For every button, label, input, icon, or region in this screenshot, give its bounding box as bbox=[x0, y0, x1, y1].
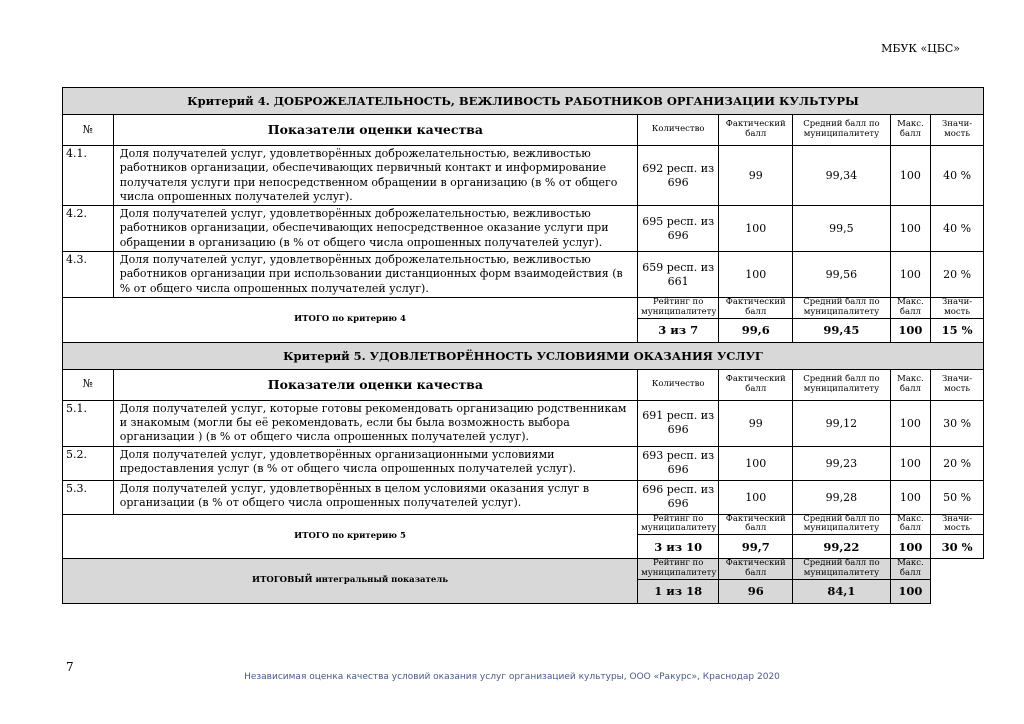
integral-indicator-label: ИТОГОВЫЙ интегральный показатель bbox=[63, 559, 638, 604]
actual-header: Фактический балл bbox=[719, 514, 793, 535]
integral-actual: 96 bbox=[719, 579, 793, 603]
table-row bbox=[63, 446, 984, 480]
indicator-text: Доля получателей услуг, удовлетворённых доброжелательностью, вежливостью работников организации при использовании дистанционных форм взаимодействия (в % от общего числа опрошенных получателей услуг). bbox=[113, 252, 637, 298]
row-number: 4.3. bbox=[63, 252, 114, 298]
average-score: 99,28 bbox=[793, 480, 890, 514]
respondent-count: 691 респ. из 696 bbox=[638, 400, 719, 446]
col-avg-header: Средний балл по муниципалитету bbox=[793, 369, 890, 400]
empty-cell bbox=[931, 559, 984, 580]
row-number: 5.3. bbox=[63, 480, 114, 514]
criterion-5-title: Критерий 5. УДОВЛЕТВОРЁННОСТЬ УСЛОВИЯМИ ОКАЗАНИЯ УСЛУГ bbox=[63, 342, 984, 369]
max-score: 100 bbox=[890, 146, 931, 206]
respondent-count: 696 респ. из 696 bbox=[638, 480, 719, 514]
indicator-text: Доля получателей услуг, удовлетворённых организационными условиями предоставления услуг (в % от общего числа опрошенных получателей услуг). bbox=[113, 446, 637, 480]
actual-header: Фактический балл bbox=[719, 298, 793, 319]
col-max-header: Макс. балл bbox=[890, 115, 931, 146]
max-score: 100 bbox=[890, 206, 931, 252]
table-row bbox=[63, 400, 984, 446]
max-score: 100 bbox=[890, 446, 931, 480]
actual-score: 100 bbox=[719, 446, 793, 480]
weight-header: Значи-мость bbox=[931, 514, 984, 535]
criterion-5-max: 100 bbox=[890, 535, 931, 559]
col-weight-header: Значи-мость bbox=[931, 369, 984, 400]
max-header: Макс. балл bbox=[890, 559, 931, 580]
weight-header: Значи-мость bbox=[931, 298, 984, 319]
criterion-4-actual: 99,6 bbox=[719, 318, 793, 342]
weight: 40 % bbox=[931, 146, 984, 206]
criterion-4-rating: 3 из 7 bbox=[638, 318, 719, 342]
criterion-4-average: 99,45 bbox=[793, 318, 890, 342]
indicator-text: Доля получателей услуг, удовлетворённых доброжелательностью, вежливостью работников организации, обеспечивающих первичный контакт и информирование получателя услуги при непосредственном обращении в организацию (в % от общего числа опрошенных получателей услуг). bbox=[113, 146, 637, 206]
row-number: 5.2. bbox=[63, 446, 114, 480]
empty-cell bbox=[931, 579, 984, 603]
weight: 20 % bbox=[931, 252, 984, 298]
average-score: 99,12 bbox=[793, 400, 890, 446]
table-row bbox=[63, 206, 984, 252]
actual-score: 100 bbox=[719, 480, 793, 514]
max-score: 100 bbox=[890, 480, 931, 514]
actual-score: 100 bbox=[719, 252, 793, 298]
row-number: 4.2. bbox=[63, 206, 114, 252]
col-num-header: № bbox=[63, 115, 114, 146]
footer-text: Независимая оценка качества условий оказания услуг организацией культуры, ООО «Ракурс», Краснодар 2020 bbox=[244, 672, 780, 682]
criterion-5-average: 99,22 bbox=[793, 535, 890, 559]
actual-score: 100 bbox=[719, 206, 793, 252]
avg-header: Средний балл по муниципалитету bbox=[793, 298, 890, 319]
max-header: Макс. балл bbox=[890, 298, 931, 319]
weight: 50 % bbox=[931, 480, 984, 514]
respondent-count: 695 респ. из 696 bbox=[638, 206, 719, 252]
col-count-header: Количество bbox=[638, 115, 719, 146]
col-actual-header: Фактический балл bbox=[719, 369, 793, 400]
criterion-5-rating: 3 из 10 bbox=[638, 535, 719, 559]
col-weight-header: Значи-мость bbox=[931, 115, 984, 146]
average-score: 99,23 bbox=[793, 446, 890, 480]
average-score: 99,5 bbox=[793, 206, 890, 252]
col-count-header: Количество bbox=[638, 369, 719, 400]
col-indicators-header: Показатели оценки качества bbox=[113, 369, 637, 400]
integral-average: 84,1 bbox=[793, 579, 890, 603]
page-number: 7 bbox=[66, 660, 74, 674]
indicator-text: Доля получателей услуг, которые готовы рекомендовать организацию родственникам и знакомым (могли бы её рекомендовать, если бы была возможность выбора организации ) (в % от общего числа опрошенных получателей услуг). bbox=[113, 400, 637, 446]
average-score: 99,56 bbox=[793, 252, 890, 298]
criterion-4-max: 100 bbox=[890, 318, 931, 342]
integral-rating: 1 из 18 bbox=[638, 579, 719, 603]
max-score: 100 bbox=[890, 252, 931, 298]
col-max-header: Макс. балл bbox=[890, 369, 931, 400]
max-score: 100 bbox=[890, 400, 931, 446]
rating-header: Рейтинг по муниципалитету bbox=[638, 298, 719, 319]
organization-name: МБУК «ЦБС» bbox=[881, 42, 960, 55]
weight: 40 % bbox=[931, 206, 984, 252]
max-header: Макс. балл bbox=[890, 514, 931, 535]
criterion-4-weight: 15 % bbox=[931, 318, 984, 342]
criterion-5-actual: 99,7 bbox=[719, 535, 793, 559]
actual-score: 99 bbox=[719, 400, 793, 446]
row-number: 4.1. bbox=[63, 146, 114, 206]
indicator-text: Доля получателей услуг, удовлетворённых в целом условиями оказания услуг в организации (в % от общего числа опрошенных получателей услуг). bbox=[113, 480, 637, 514]
rating-header: Рейтинг по муниципалитету bbox=[638, 559, 719, 580]
col-indicators-header: Показатели оценки качества bbox=[113, 115, 637, 146]
criterion-5-weight: 30 % bbox=[931, 535, 984, 559]
avg-header: Средний балл по муниципалитету bbox=[793, 559, 890, 580]
indicator-text: Доля получателей услуг, удовлетворённых доброжелательностью, вежливостью работников организации, обеспечивающих непосредственное оказание услуги при обращении в организацию (в % от общего числа опрошенных получателей услуг). bbox=[113, 206, 637, 252]
integral-max: 100 bbox=[890, 579, 931, 603]
criterion-5-total-label: ИТОГО по критерию 5 bbox=[63, 514, 638, 559]
criterion-4-total-label: ИТОГО по критерию 4 bbox=[63, 298, 638, 343]
col-actual-header: Фактический балл bbox=[719, 115, 793, 146]
average-score: 99,34 bbox=[793, 146, 890, 206]
respondent-count: 692 респ. из 696 bbox=[638, 146, 719, 206]
table-row bbox=[63, 252, 984, 298]
table-row bbox=[63, 480, 984, 514]
respondent-count: 693 респ. из 696 bbox=[638, 446, 719, 480]
col-avg-header: Средний балл по муниципалитету bbox=[793, 115, 890, 146]
respondent-count: 659 респ. из 661 bbox=[638, 252, 719, 298]
weight: 20 % bbox=[931, 446, 984, 480]
criterion-4-title: Критерий 4. ДОБРОЖЕЛАТЕЛЬНОСТЬ, ВЕЖЛИВОСТЬ РАБОТНИКОВ ОРГАНИЗАЦИИ КУЛЬТУРЫ bbox=[63, 88, 984, 115]
actual-header: Фактический балл bbox=[719, 559, 793, 580]
col-num-header: № bbox=[63, 369, 114, 400]
rating-header: Рейтинг по муниципалитету bbox=[638, 514, 719, 535]
actual-score: 99 bbox=[719, 146, 793, 206]
avg-header: Средний балл по муниципалитету bbox=[793, 514, 890, 535]
weight: 30 % bbox=[931, 400, 984, 446]
quality-assessment-table bbox=[62, 87, 984, 604]
row-number: 5.1. bbox=[63, 400, 114, 446]
table-row bbox=[63, 146, 984, 206]
